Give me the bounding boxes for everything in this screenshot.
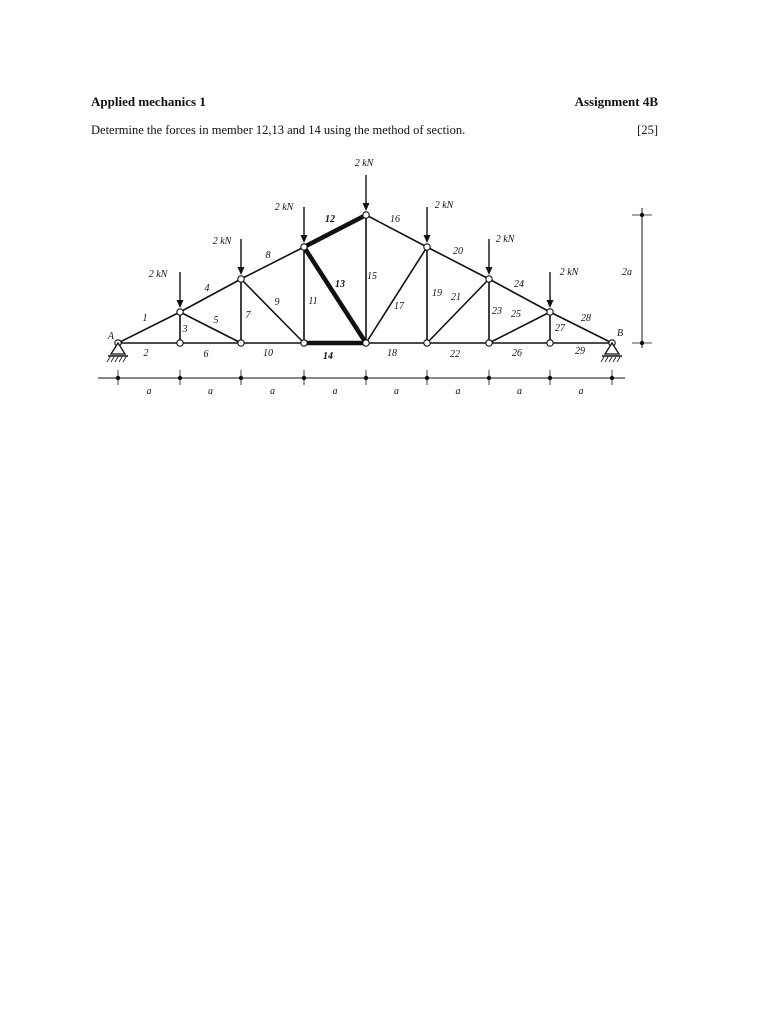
load-label-4: 2 kN — [354, 158, 374, 169]
joint-L4 — [363, 340, 369, 346]
load-label-6: 2 kN — [495, 234, 515, 245]
member-label-19: 19 — [432, 288, 442, 299]
assignment-title: Assignment 4B — [574, 94, 658, 109]
joint-U7 — [547, 309, 553, 315]
support-b-triangle — [605, 343, 619, 354]
member-label-25: 25 — [511, 309, 521, 320]
dim-label-span-8: a — [578, 386, 584, 397]
member-label-22: 22 — [450, 349, 460, 360]
load-arrow-head-1 — [177, 300, 184, 308]
member-13 — [304, 247, 366, 343]
load-label-5: 2 kN — [434, 200, 454, 211]
dim-dot-3 — [239, 376, 243, 380]
dim-label-span-2: a — [208, 386, 213, 397]
joint-L5 — [424, 340, 430, 346]
joint-U3 — [301, 244, 307, 250]
member-label-16: 16 — [390, 214, 400, 225]
joint-L1 — [177, 340, 183, 346]
load-arrow-head-5 — [424, 235, 431, 243]
member-label-5: 5 — [213, 315, 219, 326]
member-label-23: 23 — [492, 306, 502, 317]
load-label-3: 2 kN — [274, 202, 294, 213]
member-label-11: 11 — [308, 296, 318, 307]
member-label-9: 9 — [274, 297, 280, 308]
support-b-hatch-4 — [613, 357, 616, 362]
member-label-13: 13 — [335, 279, 345, 290]
member-label-15: 15 — [367, 271, 377, 282]
dim-dot-2 — [178, 376, 182, 380]
member-label-2: 2 — [143, 348, 149, 359]
joint-U1 — [177, 309, 183, 315]
dim-label-span-1: a — [146, 386, 152, 397]
joint-U2 — [238, 276, 244, 282]
support-a-hatch-5 — [123, 357, 126, 362]
member-label-3: 3 — [182, 324, 188, 335]
support-a-hatch-1 — [107, 357, 110, 362]
member-12 — [304, 215, 366, 247]
load-arrow-head-2 — [238, 267, 245, 275]
dim-label-span-4: a — [332, 386, 338, 397]
support-label-a: A — [107, 331, 114, 342]
member-1 — [118, 312, 180, 343]
question-text: Determine the forces in member 12,13 and 14 using the method of section. — [91, 123, 466, 137]
member-label-20: 20 — [453, 246, 463, 257]
support-a-triangle — [111, 343, 125, 354]
member-label-10: 10 — [263, 348, 273, 359]
joint-L2 — [238, 340, 244, 346]
truss-members — [118, 215, 612, 343]
dim-vertical-dot-bottom — [640, 341, 644, 345]
member-label-26: 26 — [512, 348, 522, 359]
support-a-hatch-4 — [119, 357, 122, 362]
dim-label-span-5: a — [394, 386, 399, 397]
member-label-24: 24 — [514, 279, 524, 290]
member-label-21: 21 — [451, 292, 461, 303]
joint-U6 — [486, 276, 492, 282]
support-b-hatch-2 — [605, 357, 608, 362]
joint-L6 — [486, 340, 492, 346]
member-label-17: 17 — [394, 301, 404, 312]
dim-dot-5 — [364, 376, 368, 380]
member-label-4: 4 — [204, 283, 210, 294]
load-label-2: 2 kN — [212, 236, 232, 247]
question-marks: [25] — [637, 123, 658, 137]
member-label-12: 12 — [325, 214, 335, 225]
dim-label-span-6: a — [455, 386, 461, 397]
member-label-29: 29 — [575, 346, 585, 357]
course-title: Applied mechanics 1 — [91, 94, 206, 109]
load-arrow-head-7 — [547, 300, 554, 308]
member-8 — [241, 247, 304, 279]
dim-label-height: 2a — [622, 267, 632, 278]
member-label-8: 8 — [265, 250, 271, 261]
dim-dot-4 — [302, 376, 306, 380]
support-label-b: B — [617, 328, 624, 339]
dim-vertical-dot-top — [640, 213, 644, 217]
member-label-6: 6 — [203, 349, 209, 360]
dim-dot-7 — [487, 376, 491, 380]
member-4 — [180, 279, 241, 312]
load-label-7: 2 kN — [559, 267, 579, 278]
dim-dot-6 — [425, 376, 429, 380]
joint-U5 — [424, 244, 430, 250]
joint-U4 — [363, 212, 369, 218]
dim-label-span-7: a — [517, 386, 522, 397]
support-b-hatch-3 — [609, 357, 612, 362]
dim-dot-9 — [610, 376, 614, 380]
dim-label-span-3: a — [270, 386, 275, 397]
dim-dot-8 — [548, 376, 552, 380]
member-label-7: 7 — [245, 310, 251, 321]
support-b-hatch-5 — [617, 357, 620, 362]
member-label-28: 28 — [581, 313, 591, 324]
support-b-hatch-1 — [601, 357, 604, 362]
joint-L7 — [547, 340, 553, 346]
load-label-1: 2 kN — [148, 269, 168, 280]
member-17 — [366, 247, 427, 343]
member-label-18: 18 — [387, 348, 397, 359]
dim-dot-1 — [116, 376, 120, 380]
member-label-14: 14 — [323, 351, 333, 362]
truss-joints — [115, 212, 615, 346]
member-label-27: 27 — [555, 323, 565, 334]
support-a-hatch-2 — [111, 357, 114, 362]
joint-L3 — [301, 340, 307, 346]
member-label-1: 1 — [142, 313, 148, 324]
support-a-hatch-3 — [115, 357, 118, 362]
load-arrow-head-3 — [301, 235, 308, 243]
member-5 — [180, 312, 241, 343]
load-arrow-head-6 — [486, 267, 493, 275]
load-arrow-head-4 — [363, 203, 370, 211]
